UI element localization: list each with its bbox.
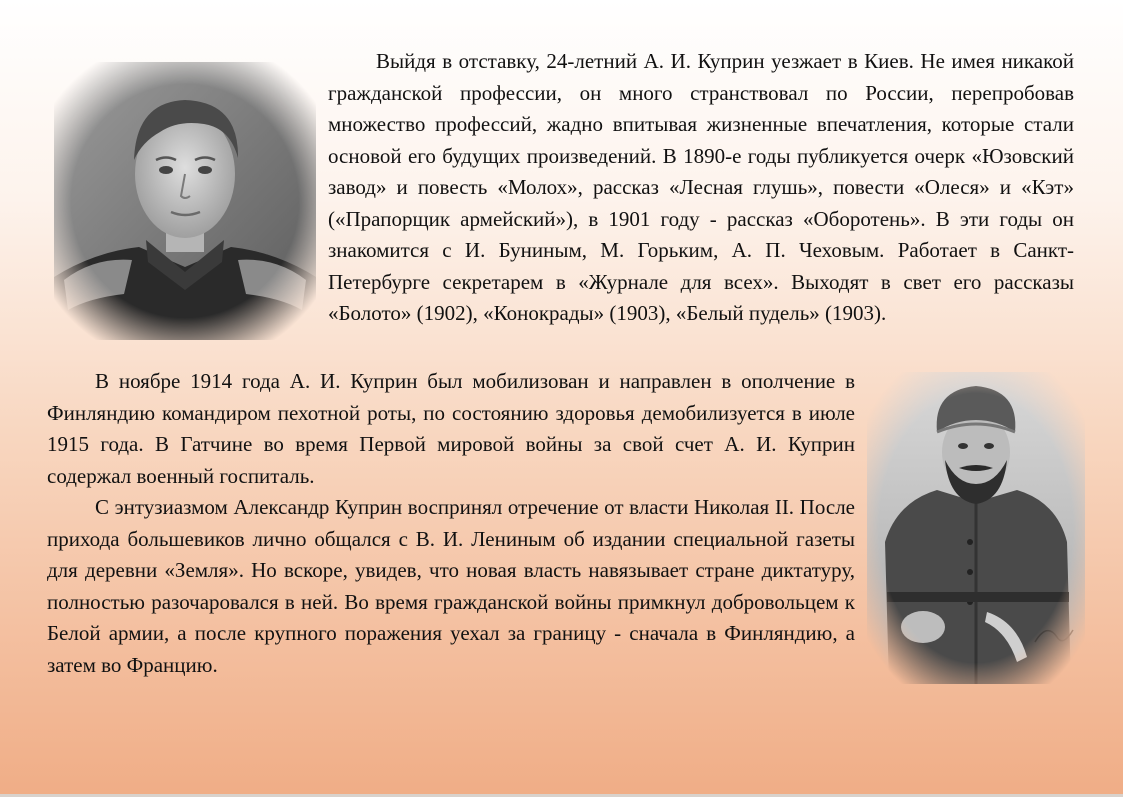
portrait-officer-kuprin (867, 372, 1085, 684)
paragraph-emigration: С энтузиазмом Александр Куприн воспринял отречение от власти Николая II. После прихода большевиков лично общался с В. И. Лениным об издании специальной газеты для деревни «Земля». Но вскоре, увидев, что новая власть навязывает стране диктатуру, полностью разочаровался в ней. Во время гражданской войны примкнул добровольцем к Белой армии, а после крупного поражения уехал за границу - сначала в Финляндию, а затем во Францию. (47, 495, 855, 677)
paragraph-mobilization: В ноябре 1914 года А. И. Куприн был мобилизован и направлен в ополчение в Финляндию командиром пехотной роты, по состоянию здоровья демобилизуется в июле 1915 года. В Гатчине во время Первой мировой войны за свой счет А. И. Куприн содержал военный госпиталь. (47, 369, 855, 488)
portrait-young-kuprin (54, 62, 316, 340)
paragraph-kiev-years: Выйдя в отставку, 24-летний А. И. Куприн уезжает в Киев. Не имея никакой гражданской профессии, он много странствовал по России, перепробовав множество профессий, жадно впитывая жизненные впечатления, которые стали основой его будущих произведений. В 1890-е годы публикуется очерк «Юзовский завод» и повесть «Молох», рассказ «Лесная глушь», повести «Олеся» и «Кэт» («Прапорщик армейский»), в 1901 году - рассказ «Оборотень». В эти годы он знакомится с И. Буниным, М. Горьким, А. П. Чеховым. Работает в Санкт-Петербурге секретарем в «Журнале для всех». Выходят в свет его рассказы «Болото» (1902), «Конокрады» (1903), «Белый пудель» (1903). (328, 49, 1074, 325)
